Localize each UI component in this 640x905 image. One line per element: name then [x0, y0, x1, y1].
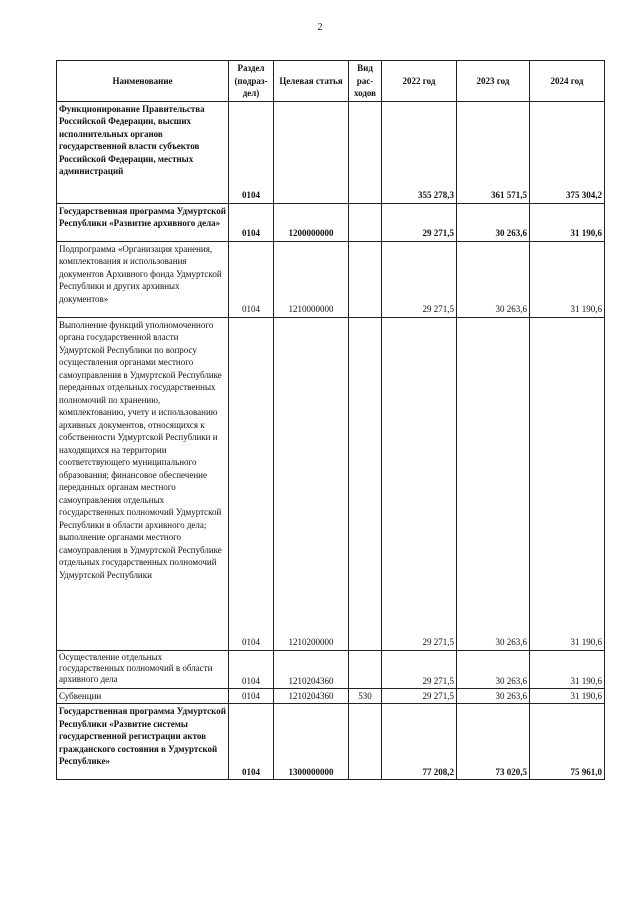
- row-target: 1210200000: [274, 317, 349, 650]
- row-name: Функционирование Правительства Российской Федерации, высших исполнительных органов государственной власти субъектов Российской Федерации, местных администраций: [57, 101, 229, 203]
- row-name: Государственная программа Удмуртской Республики «Развитие архивного дела»: [57, 203, 229, 241]
- budget-table: [56, 60, 605, 780]
- table-row: [57, 241, 605, 317]
- page-number: 2: [317, 22, 323, 33]
- row-section: 0104: [229, 203, 274, 241]
- row-name: Субвенции: [57, 688, 229, 704]
- row-target: 1210000000: [274, 241, 349, 317]
- row-target: 1210204360: [274, 650, 349, 688]
- row-2023: 361 571,5: [457, 101, 530, 203]
- table-row: [57, 203, 605, 241]
- row-2024: 31 190,6: [530, 241, 605, 317]
- row-2024: 375 304,2: [530, 101, 605, 203]
- row-2023: 73 020,5: [457, 704, 530, 780]
- table-row: [57, 101, 605, 203]
- row-type: [349, 317, 382, 650]
- row-2022: 29 271,5: [382, 317, 457, 650]
- row-type: [349, 650, 382, 688]
- row-2023: 30 263,6: [457, 203, 530, 241]
- row-type: [349, 241, 382, 317]
- header-section: Раздел (подраз-дел): [229, 61, 274, 102]
- row-target: 1300000000: [274, 704, 349, 780]
- table-row: [57, 317, 605, 650]
- row-2022: 29 271,5: [382, 241, 457, 317]
- table-row: [57, 688, 605, 704]
- row-2022: 29 271,5: [382, 688, 457, 704]
- row-section: 0104: [229, 650, 274, 688]
- row-section: 0104: [229, 704, 274, 780]
- row-2024: 31 190,6: [530, 317, 605, 650]
- header-name: Наименование: [57, 61, 229, 102]
- row-target: 1200000000: [274, 203, 349, 241]
- row-section: 0104: [229, 688, 274, 704]
- row-2022: 355 278,3: [382, 101, 457, 203]
- header-2023: 2023 год: [457, 61, 530, 102]
- header-type: Вид рас-ходов: [349, 61, 382, 102]
- row-section: 0104: [229, 101, 274, 203]
- header-target: Целевая статья: [274, 61, 349, 102]
- header-2022: 2022 год: [382, 61, 457, 102]
- row-2023: 30 263,6: [457, 317, 530, 650]
- row-2022: 77 208,2: [382, 704, 457, 780]
- row-2023: 30 263,6: [457, 688, 530, 704]
- row-name: Государственная программа Удмуртской Республики «Развитие системы государственной регистрации актов гражданского состояния в Удмуртской Республике»: [57, 704, 229, 780]
- table-row: [57, 650, 605, 688]
- row-name: Осуществление отдельных государственных полномочий в области архивного дела: [57, 650, 229, 688]
- row-2023: 30 263,6: [457, 241, 530, 317]
- row-2023: 30 263,6: [457, 650, 530, 688]
- row-type: [349, 704, 382, 780]
- table-header-row: [57, 61, 605, 102]
- row-2024: 75 961,0: [530, 704, 605, 780]
- row-target: [274, 101, 349, 203]
- row-2024: 31 190,6: [530, 650, 605, 688]
- row-type: [349, 101, 382, 203]
- row-2024: 31 190,6: [530, 203, 605, 241]
- header-2024: 2024 год: [530, 61, 605, 102]
- row-2024: 31 190,6: [530, 688, 605, 704]
- row-name: Подпрограмма «Организация хранения, комплектования и использования документов Архивного фонда Удмуртской Республики и других архивных документов»: [57, 241, 229, 317]
- row-name: Выполнение функций уполномоченного органа государственной власти Удмуртской Республики по вопросу осуществления органами местного самоуправления в Удмуртской Республике переданных отдельных государственных полномочий по хранению, комплектованию, учету и использованию архивных документов, относящихся к собственности Удмуртской Республики и находящихся на территории соответствующего муниципального образования; финансовое обеспечение переданных органам местного самоуправления отдельных государственных полномочий Удмуртской Республики в области архивного дела; выполнение органами местного самоуправления в Удмуртской Республике отдельных государственных полномочий Удмуртской Республики: [57, 317, 229, 650]
- row-target: 1210204360: [274, 688, 349, 704]
- row-type: 530: [349, 688, 382, 704]
- table-row: [57, 704, 605, 780]
- row-2022: 29 271,5: [382, 203, 457, 241]
- row-section: 0104: [229, 317, 274, 650]
- row-type: [349, 203, 382, 241]
- row-section: 0104: [229, 241, 274, 317]
- row-2022: 29 271,5: [382, 650, 457, 688]
